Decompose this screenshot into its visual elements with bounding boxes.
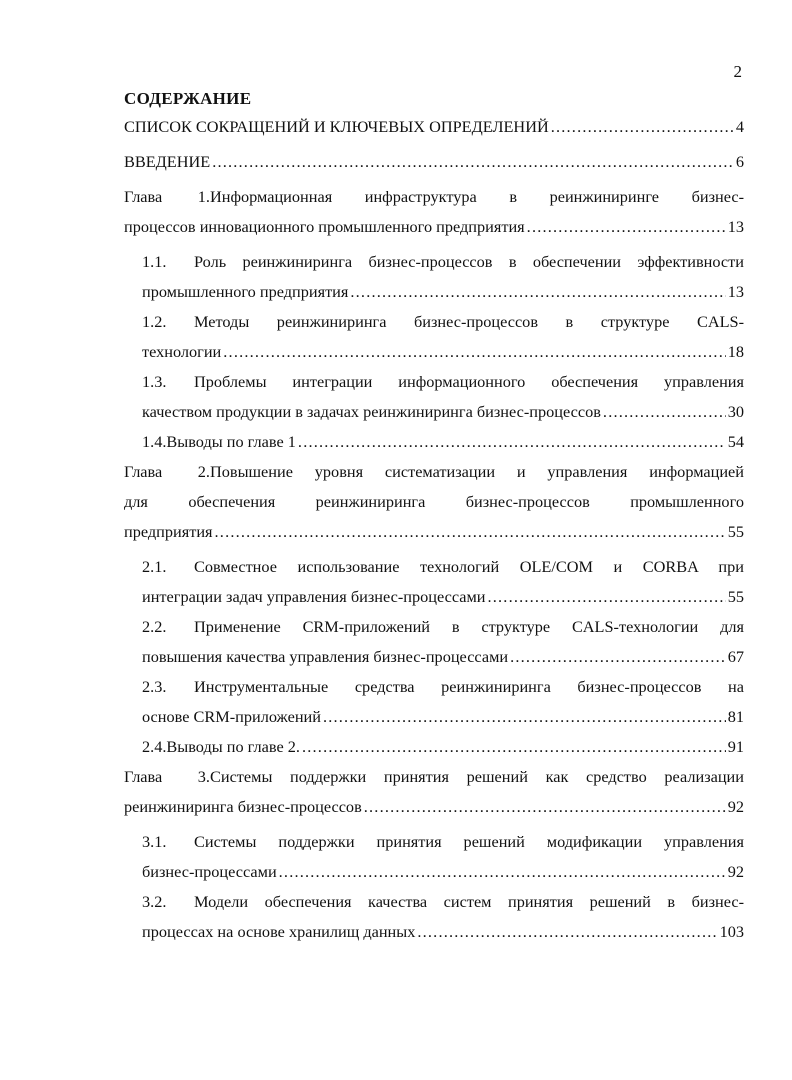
toc-heading: СОДЕРЖАНИЕ [124, 89, 252, 108]
toc-entry-label: 1.2. [142, 312, 167, 331]
toc-entry-line [142, 582, 744, 612]
toc-entry-title: Модели обеспечения качества систем принятия решений в бизнес- [194, 892, 744, 911]
toc-entry-section-2-2[interactable] [142, 612, 744, 672]
leader-dots [323, 702, 726, 732]
toc-entry-section-1-2[interactable] [142, 307, 744, 367]
toc-entry-label: 3.1. [142, 832, 167, 851]
toc-entry-title: Выводы по главе 2. [166, 737, 300, 756]
toc-entry-page: 6 [735, 152, 744, 171]
toc-entry-label: 1.1. [142, 252, 167, 271]
toc-entry-title: СПИСОК СОКРАЩЕНИЙ И КЛЮЧЕВЫХ ОПРЕДЕЛЕНИЙ [124, 117, 549, 136]
toc-entry-title: Проблемы интеграции информационного обеспечения управления [194, 372, 744, 391]
leader-dots [527, 212, 726, 242]
toc-entry-title: Методы реинжиниринга бизнес-процессов в структуре CALS- [194, 312, 744, 331]
toc-entry-page: 13 [727, 282, 744, 301]
toc-entry-label: 2.4. [142, 737, 167, 756]
toc-entry-label: Глава 2. [124, 462, 210, 481]
toc-entry-section-3-2[interactable] [142, 887, 744, 947]
toc-entry-page: 13 [727, 217, 744, 236]
toc-entry-section-1-1[interactable] [142, 247, 744, 307]
leader-dots [350, 277, 725, 307]
toc-entry-section-2-1[interactable] [142, 552, 744, 612]
toc-entry-line [142, 887, 744, 917]
toc-entry-label: Глава 3. [124, 767, 210, 786]
toc-entry-introduction[interactable] [124, 147, 744, 177]
toc-entry-line [142, 672, 744, 702]
toc-entry-line [142, 397, 744, 427]
leader-dots [215, 517, 726, 547]
toc-entry-line [142, 277, 744, 307]
toc-entry-title: процессов инновационного промышленного предприятия [124, 217, 525, 236]
toc-entry-title: Системы поддержки принятия решений как средство реализации [210, 767, 744, 786]
toc-entry-title: Системы поддержки принятия решений модификации управления [194, 832, 744, 851]
toc-entry-title: интеграции задач управления бизнес-процессами [142, 587, 486, 606]
toc-entry-title: Инструментальные средства реинжиниринга бизнес-процессов на [194, 677, 744, 696]
toc-entry-line [142, 827, 744, 857]
toc-entry-page: 55 [727, 587, 744, 606]
toc-entry-line [142, 612, 744, 642]
leader-dots [298, 427, 726, 457]
toc-entry-label: 2.3. [142, 677, 167, 696]
toc-entry-page: 54 [727, 432, 744, 451]
toc-entry-label: Глава 1. [124, 187, 210, 206]
toc-entry-title: Роль реинжиниринга бизнес-процессов в обеспечении эффективности [194, 252, 744, 271]
toc-entry-label: 1.4. [142, 432, 167, 451]
toc-entry-title: предприятия [124, 522, 213, 541]
toc-entry-line [142, 307, 744, 337]
toc-entry-section-3-1[interactable] [142, 827, 744, 887]
toc-entry-label: 1.3. [142, 372, 167, 391]
toc-entry-title: повышения качества управления бизнес-процессами [142, 647, 509, 666]
toc-entry-title: Совместное использование технологий OLE/COM и CORBA при [194, 557, 744, 576]
toc-entry-page: 55 [727, 522, 744, 541]
toc-entry-title: ВВЕДЕНИЕ [124, 152, 211, 171]
toc-entry-label: 2.2. [142, 617, 167, 636]
toc-entry-page: 81 [727, 707, 744, 726]
leader-dots [302, 732, 726, 762]
toc-entry-page: 30 [727, 402, 744, 421]
leader-dots [212, 147, 734, 177]
toc-entry-line [124, 212, 744, 242]
toc-entry-line [142, 337, 744, 367]
toc-entry-abbreviations[interactable] [124, 112, 744, 142]
toc-entry-chapter-1[interactable] [124, 182, 744, 242]
toc-entry-section-2-3[interactable] [142, 672, 744, 732]
leader-dots [417, 917, 717, 947]
toc-entry-page: 91 [727, 737, 744, 756]
toc-entry-section-1-3[interactable] [142, 367, 744, 427]
toc-entry-line [142, 367, 744, 397]
toc-entry-line [142, 702, 744, 732]
leader-dots [279, 857, 726, 887]
toc-entry-line [124, 457, 744, 487]
leader-dots [510, 642, 726, 672]
toc-entry-line [124, 792, 744, 822]
toc-entry-line [142, 857, 744, 887]
toc-entry-chapter-2[interactable] [124, 457, 744, 547]
toc-entry-section-1-4[interactable] [142, 427, 744, 457]
toc-entry-line: для обеспечения реинжиниринга бизнес-процессов промышленного [124, 492, 744, 511]
toc-entry-title: процессах на основе хранилищ данных [142, 922, 416, 941]
leader-dots [551, 112, 734, 142]
toc-entry-page: 103 [719, 922, 744, 941]
leader-dots [223, 337, 725, 367]
toc-entry-title: Выводы по главе 1 [166, 432, 296, 451]
toc-entry-chapter-3[interactable] [124, 762, 744, 822]
toc-entry-line [142, 552, 744, 582]
toc-entry-line [124, 517, 744, 547]
toc-entry-label: 2.1. [142, 557, 167, 576]
toc-entry-page: 92 [727, 862, 744, 881]
toc-entry-section-2-4[interactable] [142, 732, 744, 762]
toc-entry-title: Повышение уровня систематизации и управления информацией [210, 462, 744, 481]
toc-entry-line [124, 762, 744, 792]
toc-entry-title: бизнес-процессами [142, 862, 277, 881]
toc-entry-page: 92 [727, 797, 744, 816]
toc-entry-page: 67 [727, 647, 744, 666]
toc-entry-line [142, 247, 744, 277]
leader-dots [603, 397, 726, 427]
toc-entry-line [142, 917, 744, 947]
toc-entry-title: реинжиниринга бизнес-процессов [124, 797, 362, 816]
toc-entry-line [124, 182, 744, 212]
table-of-contents [124, 112, 744, 947]
leader-dots [364, 792, 726, 822]
page-number: 2 [733, 62, 742, 81]
toc-entry-line [142, 642, 744, 672]
leader-dots [487, 582, 725, 612]
toc-entry-title: основе CRM-приложений [142, 707, 321, 726]
toc-entry-title: Информационная инфраструктура в реинжиниринге бизнес- [210, 187, 744, 206]
toc-entry-title: качеством продукции в задачах реинжиниринга бизнес-процессов [142, 402, 601, 421]
toc-entry-page: 4 [735, 117, 744, 136]
toc-entry-label: 3.2. [142, 892, 167, 911]
toc-entry-title: технологии [142, 342, 222, 361]
toc-entry-title: промышленного предприятия [142, 282, 349, 301]
toc-entry-title: Применение CRM-приложений в структуре CALS-технологии для [194, 617, 744, 636]
toc-entry-page: 18 [727, 342, 744, 361]
